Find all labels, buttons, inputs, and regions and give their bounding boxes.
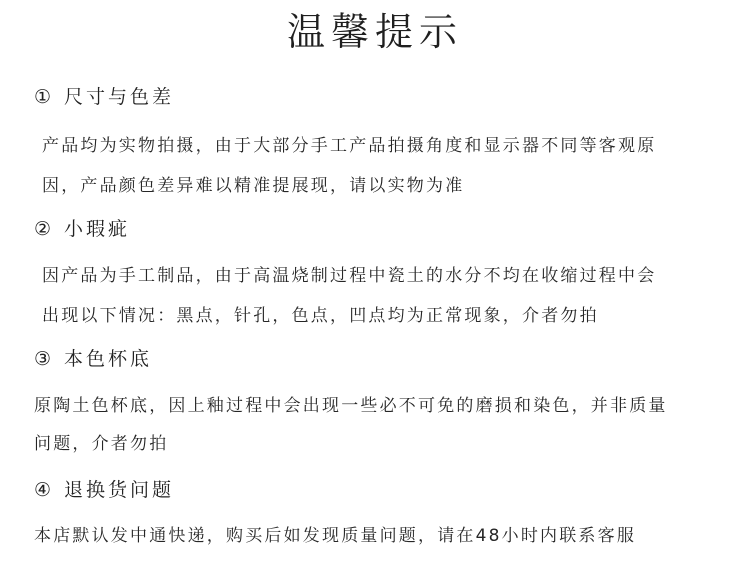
section-text-line: 本店默认发中通快递，购买后如发现质量问题，请在48小时内联系客服 [34, 526, 637, 546]
section-title: 退换货问题 [64, 479, 175, 501]
section-text-line: 因产品为手工制品，由于高温烧制过程中瓷土的水分不均在收缩过程中会 [42, 266, 657, 286]
section-heading-size-color [34, 84, 174, 110]
section-number: ① [34, 86, 55, 108]
section-heading-flaws [34, 216, 130, 242]
section-title: 本色杯底 [64, 348, 153, 370]
section-number: ④ [34, 479, 55, 501]
section-number: ③ [34, 348, 55, 370]
section-heading-cup-bottom [34, 346, 152, 372]
section-title: 小瑕疵 [64, 218, 131, 240]
section-title: 尺寸与色差 [64, 86, 175, 108]
page-title: 温馨提示 [286, 10, 463, 54]
section-text-line: 问题，介者勿拍 [34, 434, 169, 454]
section-heading-returns [34, 477, 174, 503]
section-text-line: 产品均为实物拍摄，由于大部分手工产品拍摄角度和显示器不同等客观原 [42, 136, 657, 156]
section-text-line: 原陶土色杯底，因上釉过程中会出现一些必不可免的磨损和染色，并非质量 [34, 396, 668, 416]
section-text-line: 因，产品颜色差异难以精准提展现，请以实物为准 [42, 176, 465, 196]
section-text-line: 出现以下情况：黑点，针孔，色点，凹点均为正常现象，介者勿拍 [42, 306, 599, 326]
section-number: ② [34, 218, 55, 240]
